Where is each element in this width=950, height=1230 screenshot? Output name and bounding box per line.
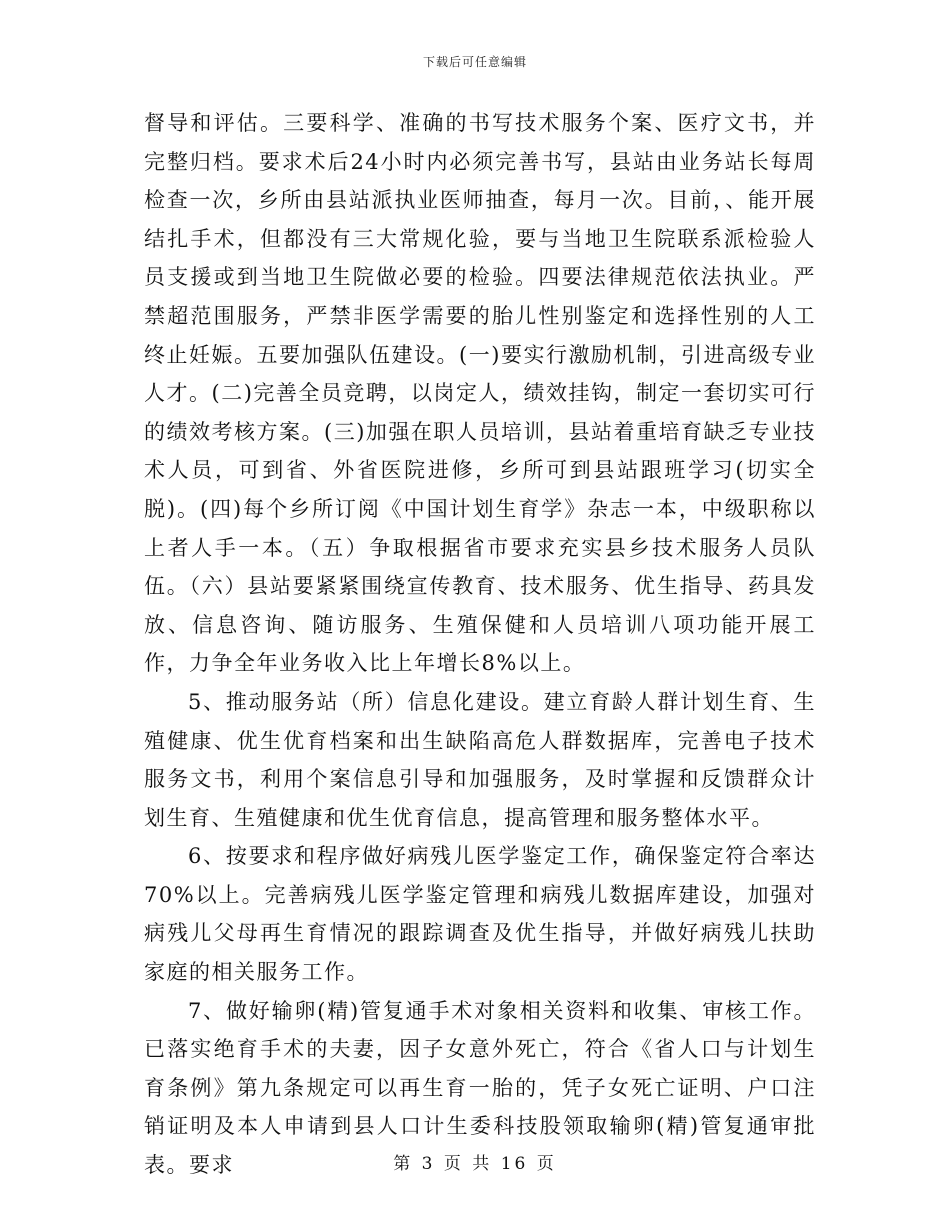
paragraph-continued: 督导和评估。三要科学、准确的书写技术服务个案、医疗文书，并完整归档。要求术后24小时内必须完善书写，县站由业务站长每周检查一次，乡所由县站派执业医师抽查，每月一次。目前，、能开展结扎手术，但都没有三大常规化验，要与当地卫生院联系派检验人员支援或到当地卫生院做必要的检验。四要法律规范依法执业。严禁超范围服务，严禁非医学需要的胎儿性别鉴定和选择性别的人工终止妊娠。五要加强队伍建设。(一)要实行激励机制，引进高级专业人才。(二)完善全员竞聘，以岗定人，绩效挂钩，制定一套切实可行的绩效考核方案。(三)加强在职人员培训，县站着重培育缺乏专业技术人员，可到省、外省医院进修，乡所可到县站跟班学习(切实全脱)。(四)每个乡所订阅《中国计划生育学》杂志一本，中级职称以上者人手一本。（五）争取根据省市要求充实县乡技术服务人员队伍。（六）县站要紧紧围绕宣传教育、技术服务、优生指导、药具发放、信息咨询、随访服务、生殖保健和人员培训八项功能开展工作，力争全年业务收入比上年增长8%以上。 [144,111,816,676]
paragraph-item-7: 7、做好输卵(精)管复通手术对象相关资料和收集、审核工作。已落实绝育手术的夫妻，因子女意外死亡，符合《省人口与计划生育条例》第九条规定可以再生育一胎的，凭子女死亡证明、户口注销证明及本人申请到县人口计生委科技股领取输卵(精)管复通审批表。要求 [144,998,816,1178]
paragraph-item-6: 6、按要求和程序做好病残儿医学鉴定工作，确保鉴定符合率达70%以上。完善病残儿医学鉴定管理和病残儿数据库建设，加强对病残儿父母再生育情况的跟踪调查及优生指导，并做好病残儿扶助家庭的相关服务工作。 [144,844,816,985]
page-header: 下载后可任意编辑 [422,55,527,69]
paragraph-item-5: 5、推动服务站（所）信息化建设。建立育龄人群计划生育、生殖健康、优生优育档案和出生缺陷高危人群数据库，完善电子技术服务文书，利用个案信息引导和加强服务，及时掌握和反馈群众计划生育、生殖健康和优生优育信息，提高管理和服务整体水平。 [144,689,816,830]
page-footer: 第 3 页 共 16 页 [393,1154,557,1174]
document-body [144,104,816,1185]
